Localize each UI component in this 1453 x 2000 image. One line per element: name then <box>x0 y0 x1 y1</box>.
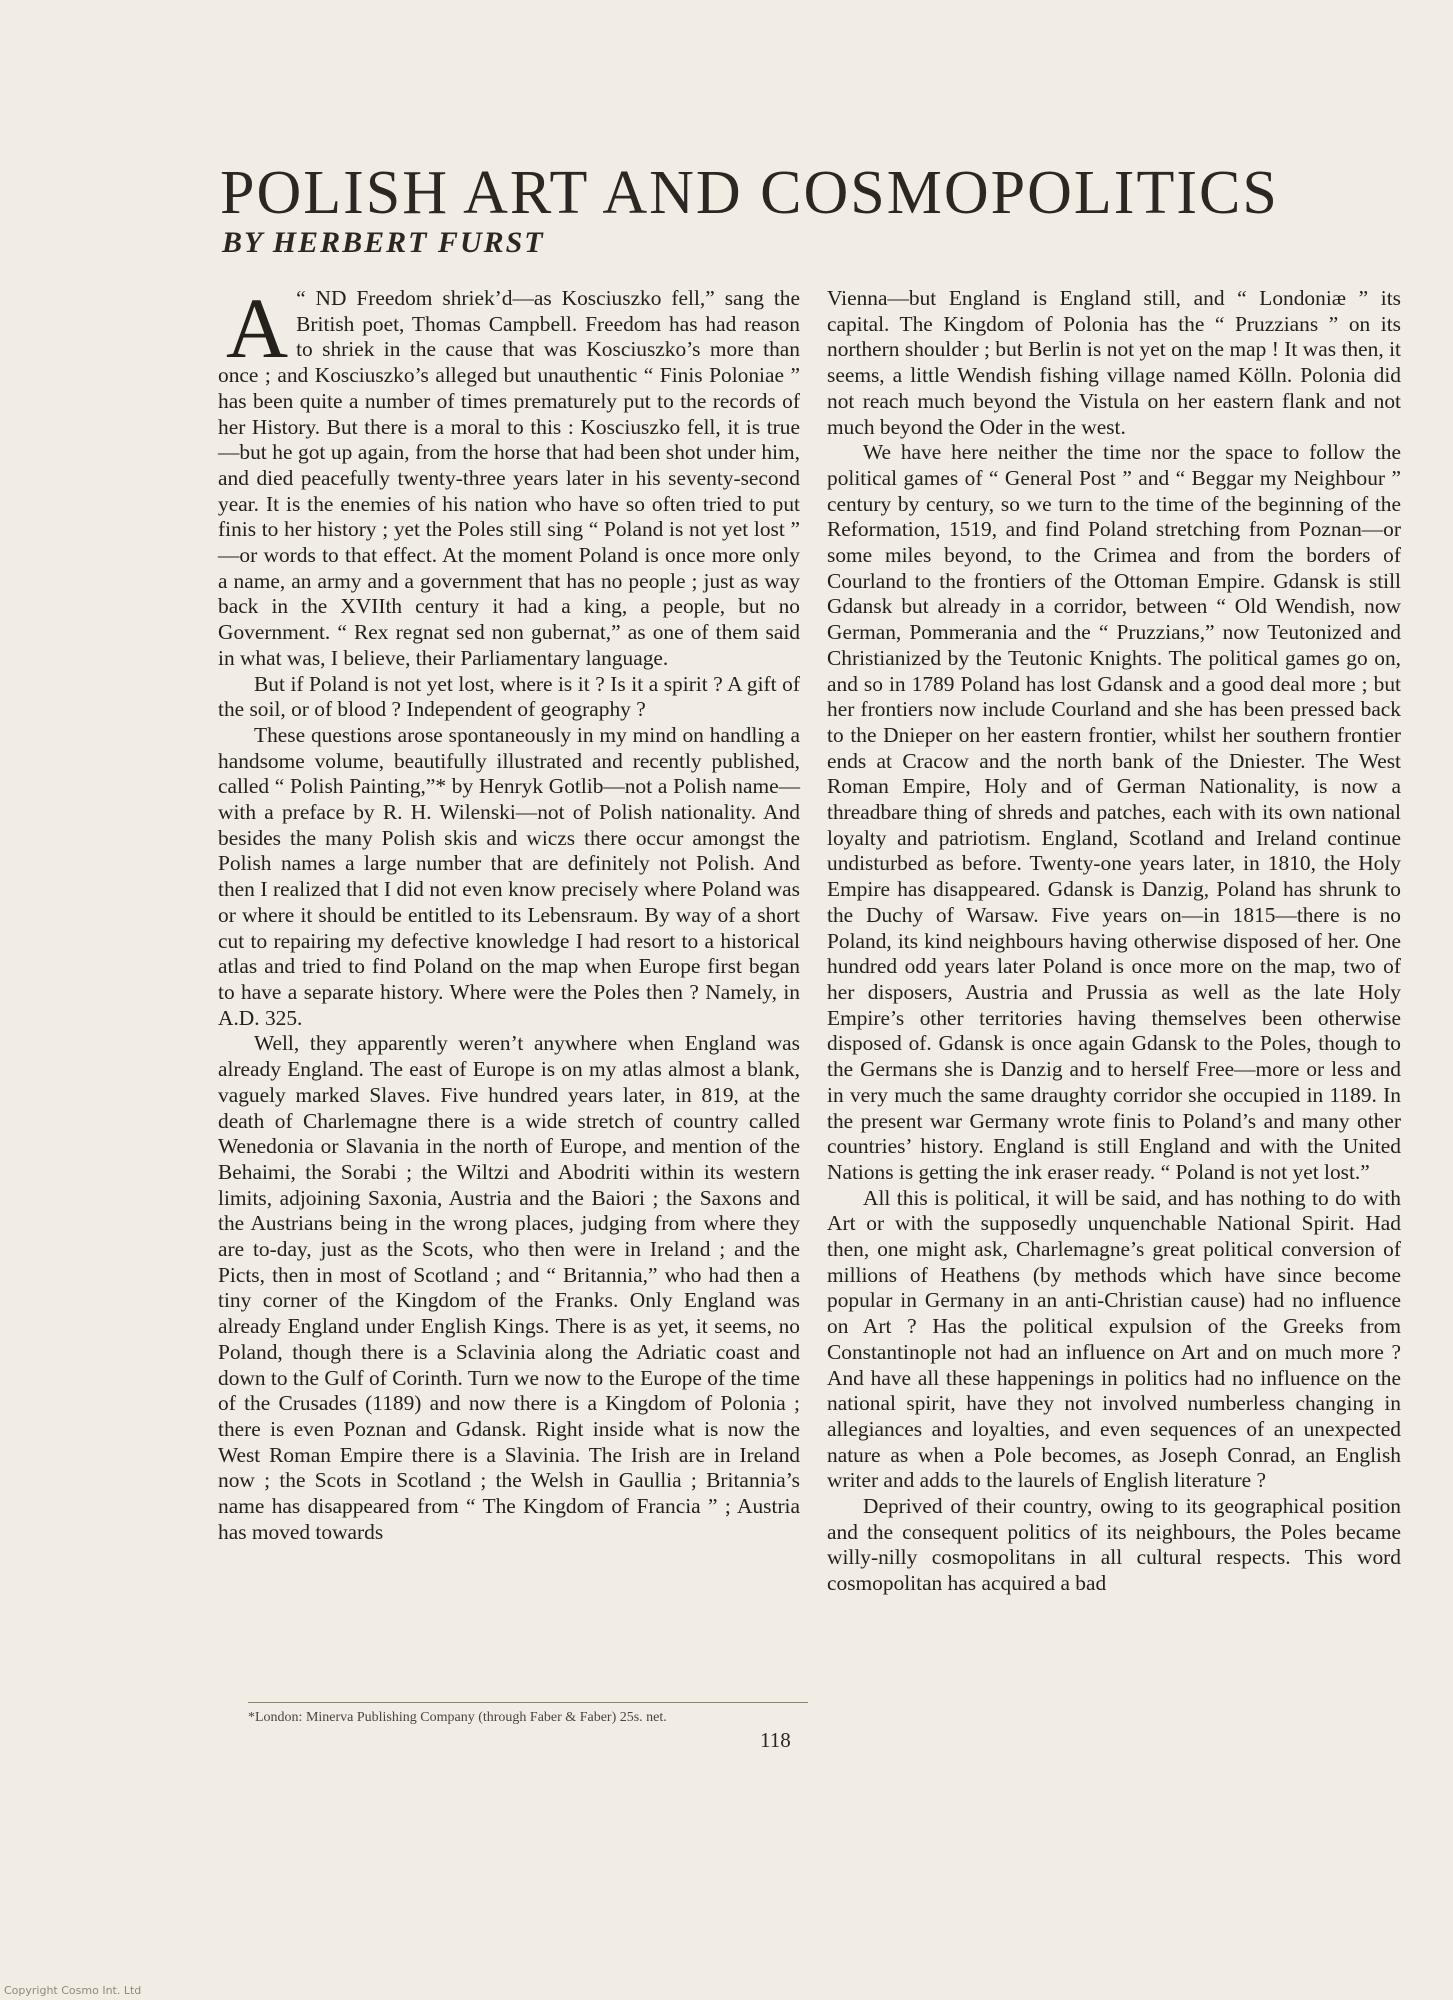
paragraph-8: Deprived of their country, owing to its geographical position and the consequent politics of its neighbours, the Poles became willy-nilly cosmopolitans in all cultural respects. This word cosmopolitan has acquired a bad <box>827 1494 1401 1596</box>
footnote-rule <box>248 1702 808 1703</box>
paragraph-5: Vienna—but England is England still, and “ Londoniæ ” its capital. The Kingdom of Polonia has the “ Pruzzians ” on its northern shoulder ; but Berlin is not yet on the map ! It was then, it seems, a little Wendish fishing village named Kölln. Polonia did not reach much beyond the Vistula on her eastern flank and not much beyond the Oder in the west. <box>827 286 1401 439</box>
paragraph-3: These questions arose spontaneously in my mind on handling a handsome volume, beautifully illustrated and recently published, called “ Polish Painting,”* by Henryk Gotlib—not a Polish name—with a preface by R. H. Wilenski—not of Polish nationality. And besides the many Polish skis and wiczs there occur amongst the Polish names a large number that are definitely not Polish. And then I realized that I did not even know precisely where Poland was or where it should be entitled to its Lebensraum. By way of a short cut to repairing my defective knowledge I had resort to a historical atlas and tried to find Poland on the map when Europe first began to have a separate history. Where were the Poles then ? Namely, in A.D. 325. <box>218 722 800 1030</box>
left-column <box>218 280 800 1545</box>
footnote: *London: Minerva Publishing Company (through Faber & Faber) 25s. net. <box>248 1710 667 1725</box>
page-number: 118 <box>760 1728 791 1752</box>
paragraph-4: Well, they apparently weren’t anywhere when England was already England. The east of Europe is on my atlas almost a blank, vaguely marked Slaves. Five hundred years later, in 819, at the death of Charlemagne there is a wide stretch of country called Wenedonia or Slavania in the north of Europe, and mention of the Behaimi, the Sorabi ; the Wiltzi and Abodriti within its western limits, adjoining Saxonia, Austria and the Baiori ; the Saxons and the Austrians being in the wrong places, judging from where they are to-day, just as the Scots, who then were in Ireland ; and the Picts, then in most of Scotland ; and “ Britannia,” who had then a tiny corner of the Kingdom of the Franks. Only England was already England under English Kings. There is as yet, it seems, no Poland, though there is a Sclavinia along the Adriatic coast and down to the Gulf of Corinth. Turn we now to the Europe of the time of the Crusades (1189) and now there is a Kingdom of Polonia ; there is even Poznan and Gdansk. Right inside what is now the West Roman Empire there is a Slavinia. The Irish are in Ireland now ; the Scots in Scotland ; the Welsh in Gaullia ; Britannia’s name has disappeared from “ The Kingdom of Francia ” ; Austria has moved towards <box>218 1031 800 1544</box>
drop-cap: A <box>226 280 289 376</box>
paragraph-1-text: “ ND Freedom shriek’d—as Kosciuszko fell,” sang the British poet, Thomas Campbell. Freedom has had reason to shriek in the cause that was Kosciuszko’s more than once ; and Kosciuszko’s alleged but unauthentic “ Finis Poloniae ” has been quite a number of times prematurely put to the records of her History. But there is a moral to this : Kosciuszko fell, it is true—but he got up again, from the horse that had been shot under him, and died peacefully twenty-three years later in his seventy-second year. It is the enemies of his nation who have so often tried to put finis to her history ; yet the Poles still sing “ Poland is not yet lost ” —or words to that effect. At the moment Poland is once more only a name, an army and a government that has no people ; just as way back in the XVIIth century it had a king, a people, but no Government. “ Rex regnat sed non gubernat,” as one of them said in what was, I believe, their Parliamentary language. <box>218 286 800 670</box>
byline: BY HERBERT FURST <box>222 226 545 259</box>
article-title: POLISH ART AND COSMOPOLITICS <box>220 159 1279 227</box>
paragraph-7: All this is political, it will be said, and has nothing to do with Art or with the supposedly unquenchable National Spirit. Had then, one might ask, Charlemagne’s great political conversion of millions of Heathens (by methods which have since become popular in Germany in an anti-Christian cause) had no influence on Art ? Has the political expulsion of the Greeks from Constantinople not had an influence on Art and on much more ? And have all these happenings in politics had no influence on the national spirit, have they not involved numberless changing in allegiances and loyalties, and even sequences of an unexpected nature as when a Pole becomes, as Joseph Conrad, an English writer and adds to the laurels of English literature ? <box>827 1185 1401 1493</box>
copyright-notice: Copyright Cosmo Int. Ltd <box>4 1984 142 1997</box>
paragraph-2: But if Poland is not yet lost, where is it ? Is it a spirit ? A gift of the soil, or of blood ? Independent of geography ? <box>218 671 800 722</box>
paragraph-1 <box>218 280 800 672</box>
paragraph-6: We have here neither the time nor the space to follow the political games of “ General Post ” and “ Beggar my Neighbour ” century by century, so we turn to the time of the beginning of the Reformation, 1519, and find Poland stretching from Poznan—or some miles beyond, to the Crimea and from the borders of Courland to the frontiers of the Ottoman Empire. Gdansk is still Gdansk but already in a corridor, between “ Old Wendish, now German, Pommerania and the “ Pruzzians,” now Teutonized and Christianized by the Teutonic Knights. The political games go on, and so in 1789 Poland has lost Gdansk and a good deal more ; but her frontiers now include Courland and she has been pressed back to the Dnieper on her eastern frontier, whilst her southern frontier ends at Cracow and the north bank of the Dniester. The West Roman Empire, Holy and of German Nationality, is now a threadbare thing of shreds and patches, each with its own national loyalty and patriotism. England, Scotland and Ireland continue undisturbed as before. Twenty-one years later, in 1810, the Holy Empire has disappeared. Gdansk is Danzig, Poland has shrunk to the Duchy of Warsaw. Five years on—in 1815—there is no Poland, its kind neighbours having otherwise disposed of her. One hundred odd years later Poland is once more on the map, two of her disposers, Austria and Prussia as well as the late Holy Empire’s other territories having themselves been otherwise disposed of. Gdansk is once again Gdansk to the Poles, though to the Germans she is Danzig and to herself Free—more or less and in very much the same draughty corridor she occupied in 1189. In the present war Germany wrote finis to Poland’s and many other countries’ history. England is still England and with the United Nations is getting the ink eraser ready. “ Poland is not yet lost.” <box>827 440 1401 1184</box>
right-column <box>827 286 1401 1597</box>
